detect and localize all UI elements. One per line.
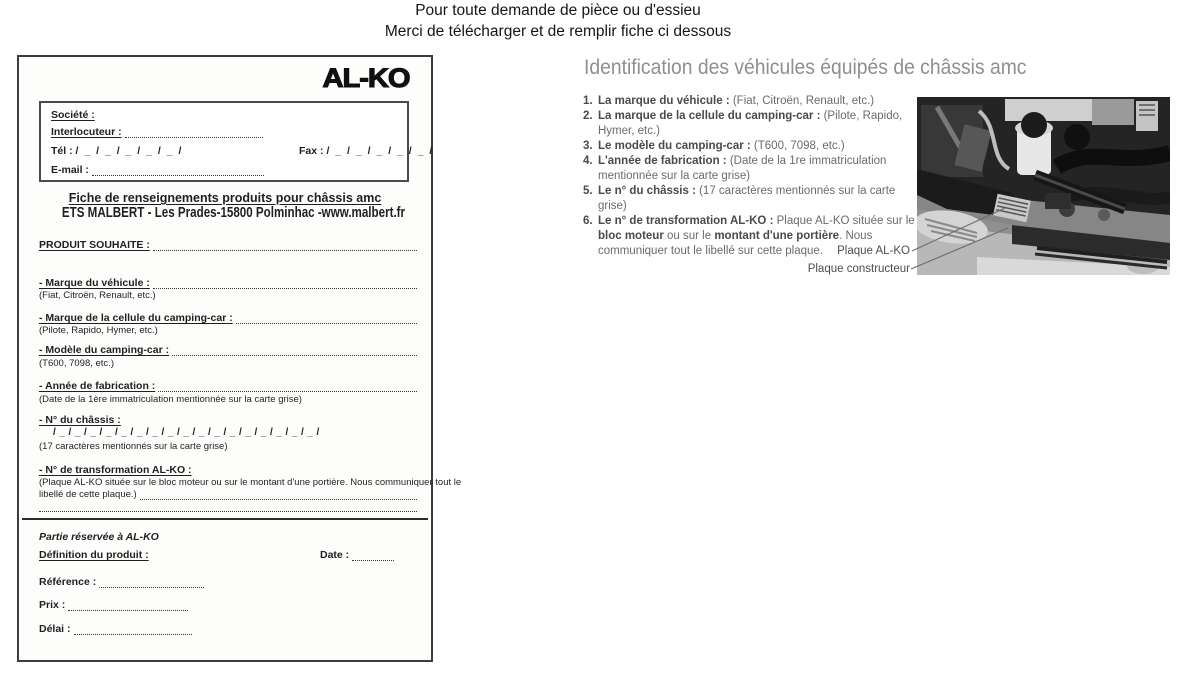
item-number: 1. [583, 95, 593, 107]
transformation-line2 [39, 502, 417, 512]
date-group [320, 549, 394, 561]
date-line [352, 551, 394, 561]
plaque-constructeur-label: Plaque constructeur [807, 262, 910, 275]
alko-logo: AL-KO [322, 63, 409, 93]
item-bold-text: bloc moteur [598, 230, 664, 242]
interlocuteur-line [125, 128, 263, 138]
transformation-hint1: (Plaque AL-KO située sur le bloc moteur ou sur le montant d'une portière. Nous communiquer tout le [39, 477, 462, 488]
produit-row [39, 239, 417, 251]
identification-heading [584, 56, 1065, 80]
definition-label: Définition du produit : [39, 549, 149, 561]
item-number: 6. [583, 215, 593, 227]
societe-label: Société : [51, 109, 95, 121]
chassis-hint: (17 caractères mentionnés sur la carte grise) [39, 441, 228, 452]
fax-slots: / _ / _ / _ / _ / _ / [326, 145, 434, 157]
email-label: E-mail : [51, 164, 89, 176]
delai-line [74, 625, 192, 635]
item-label: La marque de la cellule du camping-car : [598, 110, 821, 122]
reference-line [99, 578, 204, 588]
form-title: Fiche de renseignements produits pour châssis amc [68, 191, 382, 205]
field-line [158, 382, 417, 392]
item-label: L'année de fabrication : [598, 155, 727, 167]
prix-row [39, 599, 417, 611]
transformation-line2-row [39, 502, 417, 512]
list-item [583, 184, 917, 214]
date-label: Date : [320, 549, 350, 561]
email-line [92, 166, 264, 176]
tel-label: Tél : [51, 145, 73, 157]
interlocuteur-label: Interlocuteur : [51, 126, 122, 138]
page-header [0, 0, 1116, 42]
form-separator [22, 518, 428, 520]
delai-row [39, 623, 417, 635]
field-modele [39, 344, 417, 356]
item-text: (17 caractères mentionnés sur la carte grise) [598, 185, 896, 212]
callout-pointer-lines [905, 200, 1035, 285]
chassis-label: - N° du châssis : [39, 414, 121, 426]
item-label: La marque du véhicule : [598, 95, 730, 107]
item-label: Le modèle du camping-car : [598, 140, 751, 152]
identification-heading-text: Identification des véhicules équipés de châssis amc [584, 56, 1027, 79]
form-subtitle-text: ETS MALBERT - Les Prades-15800 Polminhac -www.malbert.fr [61, 205, 406, 221]
transformation-label-row [39, 464, 417, 476]
item-number: 5. [583, 185, 593, 197]
prix-line [68, 601, 188, 611]
transformation-hint2-row [39, 489, 417, 500]
societe-row [51, 109, 399, 121]
list-item [583, 139, 917, 154]
field-marque-vehicule-hint: (Fiat, Citroën, Renault, etc.) [39, 290, 156, 301]
field-label: - Modèle du camping-car : [39, 344, 170, 356]
produit-line [153, 241, 417, 251]
transformation-hint2: libellé de cette plaque.) [39, 489, 137, 500]
email-row [51, 164, 399, 176]
plaque-alko-label: Plaque AL-KO [837, 245, 910, 257]
field-marque-cellule-hint: (Pilote, Rapido, Hymer, etc.) [39, 325, 158, 336]
tel-fax-row [51, 145, 434, 157]
transformation-line1 [140, 490, 417, 500]
definition-row [39, 549, 417, 561]
field-annee [39, 380, 417, 392]
interlocuteur-row [51, 126, 399, 138]
transformation-label: - N° de transformation AL-KO : [39, 464, 192, 476]
fax-group [299, 145, 434, 157]
chassis-slots-row [53, 427, 417, 438]
delai-label: Délai : [39, 623, 71, 635]
field-label: - Année de fabrication : [39, 380, 156, 392]
field-line [153, 279, 417, 289]
produit-label: PRODUIT SOUHAITE : [39, 239, 150, 251]
list-item [583, 154, 917, 184]
fax-label: Fax : [299, 145, 324, 157]
prix-label: Prix : [39, 599, 66, 611]
item-text: (Pilote, Rapido, Hymer, etc.) [598, 110, 903, 137]
contact-box [39, 101, 434, 182]
item-bold-text: montant d'une portière [714, 230, 840, 242]
partie-reservee-label: Partie réservée à AL-KO [39, 531, 159, 543]
photo-callout-labels [740, 243, 910, 278]
item-text: . Nous communiquer tout le libellé sur cette plaque. [598, 230, 873, 257]
chassis-slots: / _ / _ / _ / _ / _ / _ / _ / _ / _ / _ / _ / _ / _ / _ / _ / _ / _ / [53, 427, 320, 438]
page-header-line1: Pour toute demande de pièce ou d'essieu [415, 2, 701, 19]
item-text: (Fiat, Citroën, Renault, etc.) [729, 95, 875, 107]
tel-slots: / _ / _ / _ / _ / _ / [75, 145, 183, 157]
partie-reservee-row [39, 531, 417, 543]
page-header-line2: Merci de télécharger et de remplir fiche ci dessous [384, 23, 732, 40]
item-number: 3. [583, 140, 593, 152]
form-subtitle [19, 205, 431, 221]
item-text: (T600, 7098, etc.) [750, 140, 845, 152]
reference-row [39, 576, 417, 588]
list-item [583, 109, 917, 139]
chassis-label-row [39, 414, 417, 426]
item-label: Le n° de transformation AL-KO : [598, 215, 774, 227]
scanned-form [17, 55, 462, 662]
item-text: Plaque AL-KO située sur le [773, 215, 915, 227]
field-marque-cellule [39, 312, 417, 324]
item-label: Le n° du châssis : [598, 185, 696, 197]
field-label: - Marque de la cellule du camping-car : [39, 312, 233, 324]
reference-label: Référence : [39, 576, 97, 588]
field-line [172, 346, 417, 356]
identification-list [583, 94, 917, 259]
field-line [236, 314, 417, 324]
list-item [583, 94, 917, 109]
field-marque-vehicule [39, 277, 417, 289]
item-text: ou sur le [663, 230, 715, 242]
field-label: - Marque du véhicule : [39, 277, 150, 289]
item-number: 2. [583, 110, 593, 122]
field-annee-hint: (Date de la 1ère immatriculation mentionnée sur la carte grise) [39, 394, 302, 405]
item-text: (Date de la 1re immatriculation mentionnée sur la carte grise) [598, 155, 887, 182]
field-modele-hint: (T600, 7098, etc.) [39, 358, 114, 369]
item-number: 4. [583, 155, 593, 167]
